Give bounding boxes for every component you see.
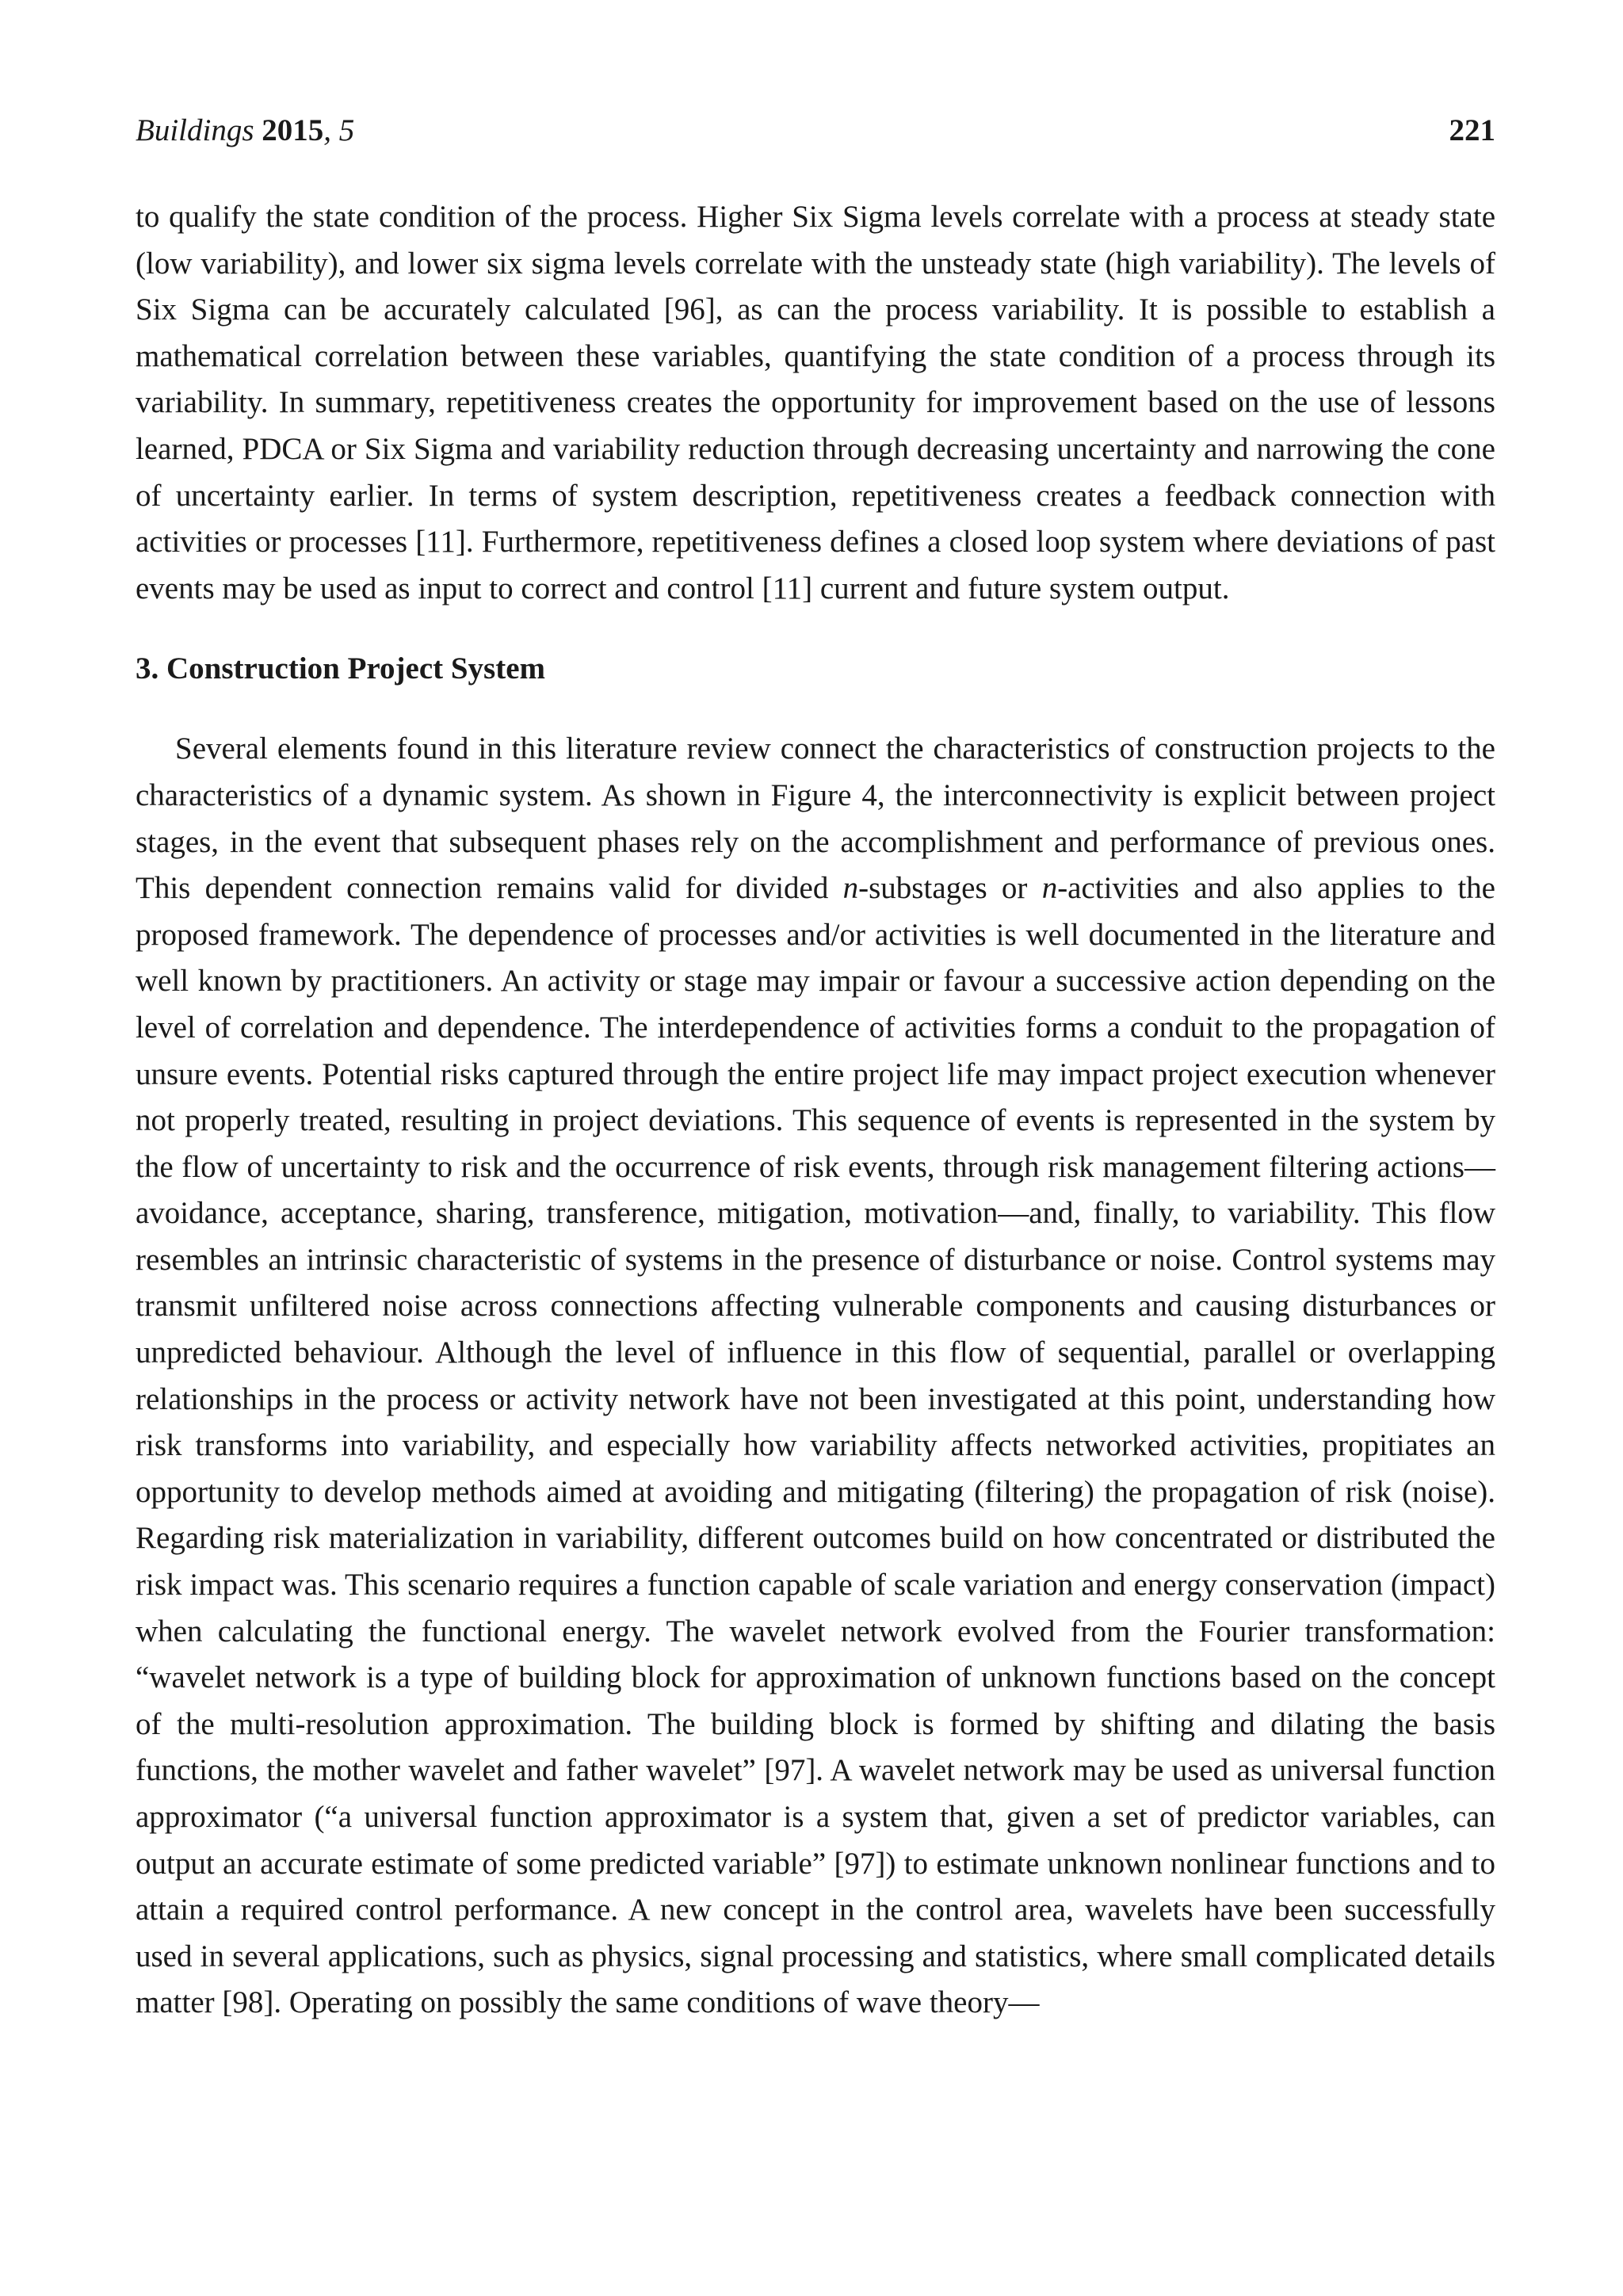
paragraph-text: Several elements found in this literature review connect the characteristics of construction projects to the characteristics of a dynamic system. As shown in Figure 4, the interconnectivity is explicit between project stages, in the event that subsequent phases rely on the accomplishment and performance of previous ones. This dependent connection remains valid for divided xyxy=(136,732,1495,906)
italic-variable: n xyxy=(842,871,859,906)
journal-citation: Buildings 2015, 5 xyxy=(136,113,355,147)
journal-year: 2015 xyxy=(262,113,324,147)
body-paragraph xyxy=(136,726,1495,2027)
paragraph-text: -activities and also applies to the proposed framework. The dependence of processes and/or activities is well documented in the literature and well known by practitioners. An activity or stage may impair or favour a successive action depending on the level of correlation and dependence. The interdependence of activities forms a conduit to the propagation of unsure events. Potential risks captured through the entire project life may impact project execution whenever not properly treated, resulting in project deviations. This sequence of events is represented in the system by the flow of uncertainty to risk and the occurrence of risk events, through risk management filtering actions—avoidance, acceptance, sharing, transference, mitigation, motivation—and, finally, to variability. This flow resembles an intrinsic characteristic of systems in the presence of disturbance or noise. Control systems may transmit unfiltered noise across connections affecting vulnerable components and causing disturbances or unpredicted behaviour. Although the level of influence in this flow of sequential, parallel or overlapping relationships in the process or activity network have not been investigated at this point, understanding how risk transforms into variability, and especially how variability affects networked activities, propitiates an opportunity to develop methods aimed at avoiding and mitigating (filtering) the propagation of risk (noise). Regarding risk materialization in variability, different outcomes build on how concentrated or distributed the risk impact was. This scenario requires a function capable of scale variation and energy conservation (impact) when calculating the functional energy. The wavelet network evolved from the Fourier transformation: “wavelet network is a type of building block for approximation of unknown functions based on the concept of the multi-resolution approximation. The building block is formed by shifting and dilating the basis functions, the mother wavelet and father wavelet” [97]. A wavelet network may be used as universal function approximator (“a universal function approximator is a system that, given a set of predictor variables, can output an accurate estimate of some predicted variable” [97]) to estimate unknown nonlinear functions and to attain a required control performance. A new concept in the control area, wavelets have been successfully used in several applications, such as physics, signal processing and statistics, where small complicated details matter [98]. Operating on possibly the same conditions of wave theory— xyxy=(136,871,1495,2020)
journal-volume: 5 xyxy=(338,113,355,147)
body-paragraph: to qualify the state condition of the process. Higher Six Sigma levels correlate with a process at steady state (low variability), and lower six sigma levels correlate with the unsteady state (high variability). The levels of Six Sigma can be accurately calculated [96], as can the process variability. It is possible to establish a mathematical correlation between these variables, quantifying the state condition of a process through its variability. In summary, repetitiveness creates the opportunity for improvement based on the use of lessons learned, PDCA or Six Sigma and variability reduction through decreasing uncertainty and narrowing the cone of uncertainty earlier. In terms of system description, repetitiveness creates a feedback connection with activities or processes [11]. Furthermore, repetitiveness defines a closed loop system where deviations of past events may be used as input to correct and control [11] current and future system output. xyxy=(136,200,1495,606)
section-heading: 3. Construction Project System xyxy=(136,651,546,686)
paragraph-text: -substages or xyxy=(858,871,1042,906)
journal-name: Buildings xyxy=(136,113,254,147)
italic-variable: n xyxy=(1041,871,1058,906)
document-page xyxy=(136,111,1495,2027)
running-header xyxy=(136,111,1495,151)
page-number: 221 xyxy=(1449,113,1495,147)
